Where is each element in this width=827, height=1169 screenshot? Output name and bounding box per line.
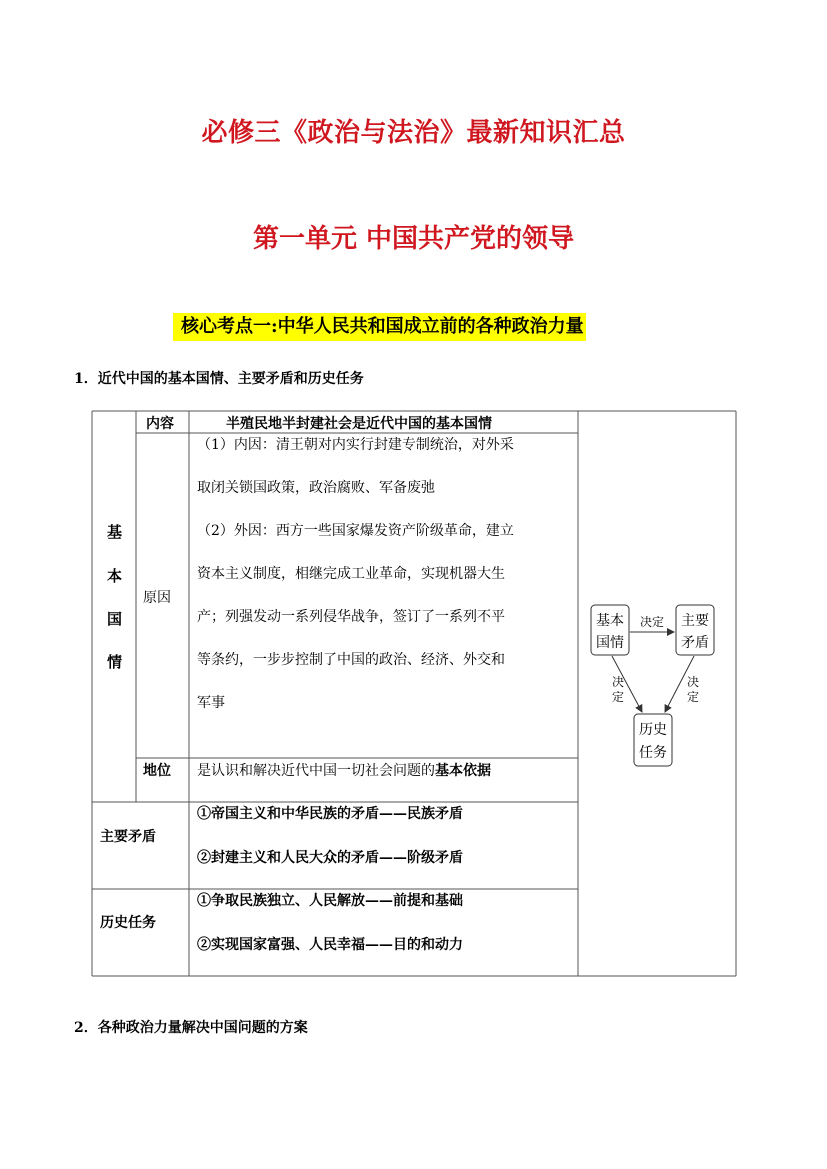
box-task-line: 历史 (639, 722, 667, 738)
box-task-line: 任务 (639, 745, 667, 761)
contradiction-label: 主要矛盾 (100, 829, 156, 845)
status-label: 地位 (143, 763, 171, 779)
contradiction-line: ②封建主义和人民大众的矛盾——阶级矛盾 (197, 850, 463, 866)
relationship-diagram (584, 600, 734, 772)
reason-text (197, 424, 572, 725)
arrow-label-top: 决定 (639, 615, 665, 629)
reason-label: 原因 (143, 590, 171, 606)
reason-line: 产；列强发动一系列侵华战争，签订了一系列不平 (197, 609, 505, 625)
vertical-label-char: 国 (107, 610, 123, 628)
box-contradiction-line: 主要 (681, 613, 709, 629)
reason-line: 资本主义制度，相继完成工业革命，实现机器大生 (197, 566, 505, 582)
status-prefix: 是认识和解决近代中国一切社会问题的 (197, 763, 435, 779)
task-line: ①争取民族独立、人民解放——前提和基础 (197, 893, 463, 909)
reason-line: 取闭关锁国政策，政治腐败、军备废弛 (197, 480, 435, 496)
reason-line: （2）外因：西方一些国家爆发资产阶级革命，建立 (197, 523, 514, 539)
main-title: 必修三《政治与法治》最新知识汇总 (201, 118, 626, 148)
status-value (197, 760, 491, 780)
status-emphasis: 基本依据 (435, 763, 491, 779)
arrow-label-left: 决 (611, 675, 625, 689)
unit-title: 第一单元 中国共产党的领导 (252, 224, 575, 254)
reason-line: 等条约，一步步控制了中国的政治、经济、外交和 (197, 652, 505, 668)
task-line: ②实现国家富强、人民幸福——目的和动力 (197, 937, 463, 953)
contradiction-line: ①帝国主义和中华民族的矛盾——民族矛盾 (197, 806, 463, 822)
box-contradiction-line: 矛盾 (681, 635, 709, 651)
box-conditions-line: 基本 (596, 613, 624, 629)
vertical-label-char: 基 (107, 523, 123, 541)
key-point-banner: 核心考点一:中华人民共和国成立前的各种政治力量 (173, 313, 586, 341)
arrow-label-right: 决 (686, 675, 700, 689)
vertical-label-char: 情 (107, 653, 123, 671)
section-heading-1: 1．近代中国的基本国情、主要矛盾和历史任务 (74, 371, 364, 387)
box-conditions-line: 国情 (596, 635, 624, 651)
reason-line: 军事 (197, 695, 225, 711)
section-heading-2: 2．各种政治力量解决中国问题的方案 (74, 1020, 308, 1036)
arrow-label-right: 定 (686, 690, 700, 704)
vertical-label-char: 本 (107, 567, 123, 585)
arrow-label-left: 定 (611, 690, 625, 704)
task-label: 历史任务 (100, 915, 156, 931)
content-label: 内容 (146, 416, 174, 432)
reason-line: （1）内因：清王朝对内实行封建专制统治，对外采 (197, 437, 514, 453)
content-value: 半殖民地半封建社会是近代中国的基本国情 (226, 416, 492, 432)
